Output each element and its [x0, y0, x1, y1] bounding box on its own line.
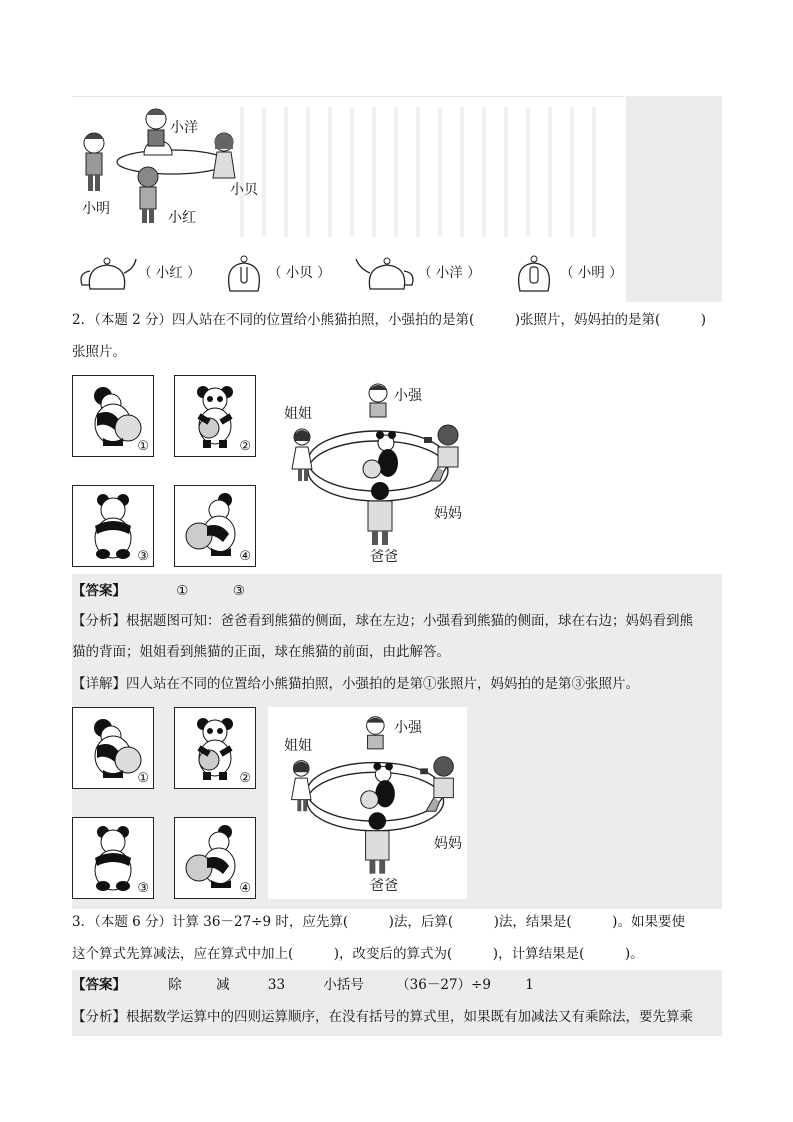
photo-frame-1 [72, 707, 154, 789]
name-xiaoqiang: 小强 [394, 388, 422, 404]
q2-stem-line1: 2．（本题 2 分）四人站在不同的位置给小熊猫拍照，小强拍的是第( )张照片，妈妈拍的是第( ) [72, 312, 707, 328]
photo-frame-2 [174, 375, 256, 457]
answer-value-3: 33 [267, 977, 286, 993]
teapot-label-2: （ 小贝 ） [268, 265, 331, 281]
teapot-label-3: （ 小洋 ） [418, 265, 481, 281]
teapot-side-icon [354, 249, 420, 297]
photo-frame-4 [174, 485, 256, 567]
teapot-label-1: （ 小红 ） [138, 265, 201, 281]
name-mama: 妈妈 [434, 836, 462, 852]
q2-detail-figure [72, 707, 467, 899]
q2-detail: 【详解】四人站在不同的位置给小熊猫拍照，小强拍的是第①张照片，妈妈拍的是第③张照片。 [72, 676, 639, 692]
name-xiaoyang: 小洋 [170, 120, 198, 136]
gray-side-panel [626, 96, 722, 302]
photo-frame-1 [72, 375, 154, 457]
answer-value-2: 减 [216, 977, 230, 993]
q2-answer-row [72, 581, 245, 601]
answer-label: 【答案】 [72, 977, 126, 993]
name-baba: 爸爸 [370, 878, 398, 894]
q2-stem-line2: 张照片。 [72, 344, 126, 360]
photo-frame-2 [174, 707, 256, 789]
q3-stem-line1: 3．（本题 6 分）计算 36－27÷9 时，应先算( )法，后算( )法，结果是( )。如果要使 [72, 914, 685, 930]
q2-figure [72, 375, 472, 570]
name-baba: 爸爸 [370, 549, 398, 565]
answer-value-5: （36－27）÷9 [396, 977, 491, 993]
q2-analysis-line2: 猫的背面；姐姐看到熊猫的正面，球在熊猫的前面，由此解答。 [72, 644, 450, 660]
teapot-side-icon [76, 249, 138, 297]
photo-frame-4 [174, 817, 256, 899]
name-jiejie: 姐姐 [284, 738, 312, 754]
teapot-front-icon [222, 249, 266, 297]
photo-number-2: ② [239, 439, 251, 454]
photo-number-3: ③ [137, 549, 149, 564]
teapot-label-4: （ 小明 ） [560, 265, 623, 281]
q3-stem-line2: 这个算式先算减法，应在算式中加上( )，改变后的算式为( )，计算结果是( )。 [72, 946, 644, 962]
name-xiaobei: 小贝 [230, 182, 258, 198]
q2-analysis-line1: 【分析】根据题图可知：爸爸看到熊猫的侧面，球在左边；小强看到熊猫的侧面，球在右边；妈妈看到熊 [72, 613, 693, 629]
answer-value-1: 除 [168, 977, 182, 993]
name-jiejie: 姐姐 [284, 406, 312, 422]
name-mama: 妈妈 [434, 506, 462, 522]
q3-analysis-line1: 【分析】根据数学运算中的四则运算顺序，在没有括号的算式里，如果既有加减法又有乘除法，要先算乘 [72, 1009, 693, 1025]
q3-answer-row [72, 975, 534, 995]
photo-frame-3 [72, 485, 154, 567]
photo-number-2: ② [239, 771, 251, 786]
teapot-front-icon [512, 249, 556, 297]
name-xiaoqiang: 小强 [394, 720, 422, 736]
answer-value-4: 小括号 [323, 977, 364, 993]
answer-value-6: 1 [525, 977, 534, 993]
photo-number-4: ④ [239, 549, 251, 564]
photo-number-1: ① [137, 771, 149, 786]
photo-number-4: ④ [239, 881, 251, 896]
answer-label: 【答案】 [72, 583, 126, 599]
answer-value-2: ③ [232, 583, 245, 599]
photo-number-1: ① [137, 439, 149, 454]
name-xiaoming: 小明 [82, 201, 110, 217]
answer-value-1: ① [176, 583, 189, 599]
photo-frame-3 [72, 817, 154, 899]
name-xiaohong: 小红 [168, 210, 196, 226]
photo-number-3: ③ [137, 881, 149, 896]
